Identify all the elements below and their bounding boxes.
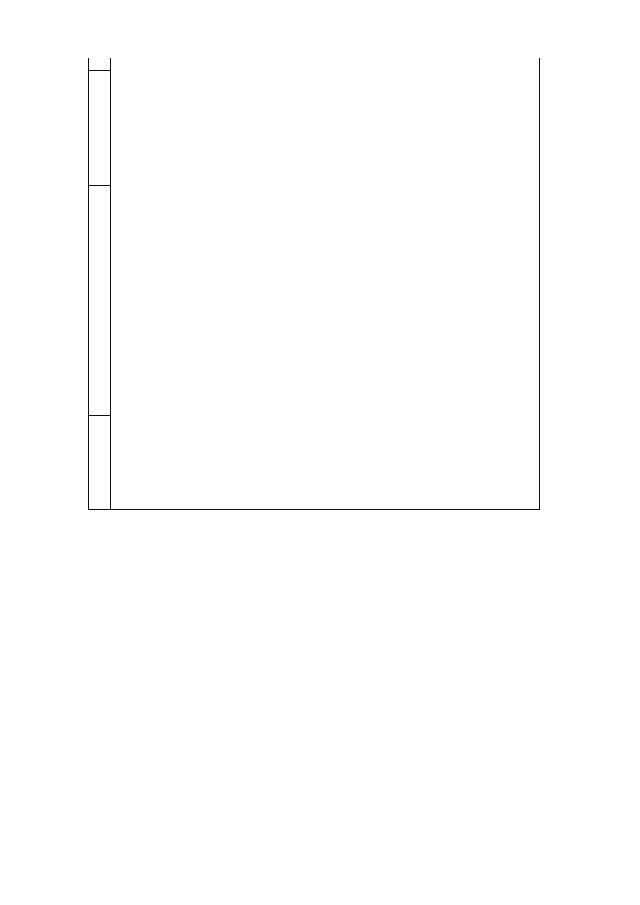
header-element-desc [88, 70, 110, 185]
header-num [88, 415, 110, 510]
table-header-row [88, 58, 111, 510]
header-element [88, 185, 110, 415]
header-type [88, 58, 110, 70]
table-viewport [88, 58, 540, 853]
data-table [88, 58, 540, 510]
table-border [88, 58, 540, 510]
